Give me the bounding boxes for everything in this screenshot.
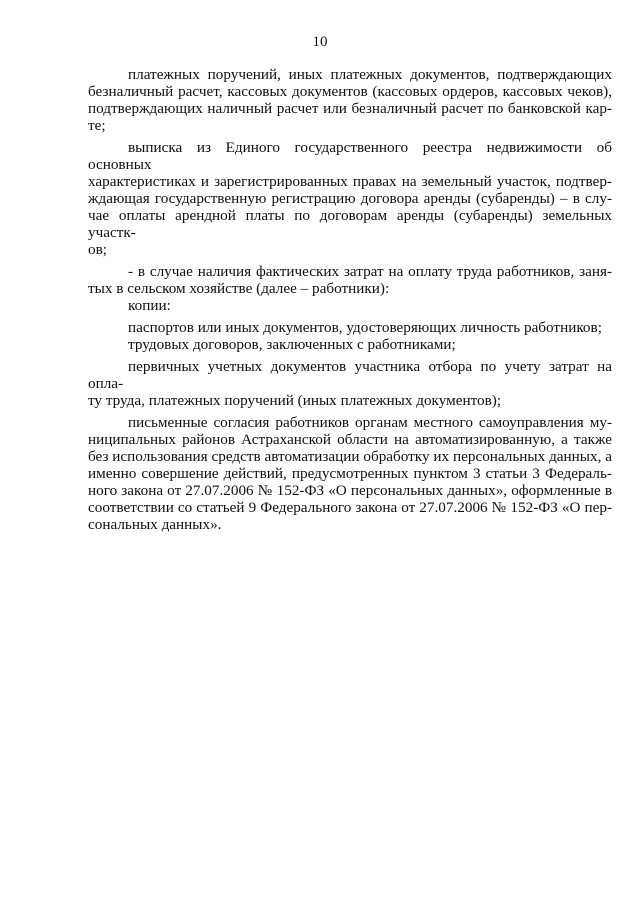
- text-line: ниципальных районов Астраханской области на автоматизированную, а также: [88, 431, 612, 448]
- text-line: паспортов или иных документов, удостоверяющих личность работников;: [128, 319, 602, 336]
- text-line: копии:: [128, 297, 171, 314]
- text-line: ного закона от 27.07.2006 № 152-ФЗ «О персональных данных», оформленные в: [88, 482, 612, 499]
- text-line: безналичный расчет, кассовых документов (кассовых ордеров, кассовых чеков),: [88, 83, 612, 100]
- text-line: ту труда, платежных поручений (иных платежных документов);: [88, 392, 502, 409]
- text-line: платежных поручений, иных платежных документов, подтверждающих: [128, 66, 612, 83]
- text-line: соответствии со статьей 9 Федерального закона от 27.07.2006 № 152-ФЗ «О пер-: [88, 499, 612, 516]
- text-line: трудовых договоров, заключенных с работниками;: [128, 336, 456, 353]
- text-line: без использования средств автоматизации обработку их персональных данных, а: [88, 448, 612, 465]
- text-line: - в случае наличия фактических затрат на оплату труда работников, заня-: [128, 263, 612, 280]
- page-number: 10: [312, 34, 328, 50]
- document-body: [88, 66, 612, 533]
- text-line: тых в сельском хозяйстве (далее – работники):: [88, 280, 390, 297]
- text-line: ждающая государственную регистрацию договора аренды (субаренды) – в слу-: [88, 190, 612, 207]
- text-line: подтверждающих наличный расчет или безналичный расчет по банковской кар-: [88, 100, 612, 117]
- text-line: выписка из Единого государственного реестра недвижимости об основных: [88, 139, 612, 173]
- text-line: характеристиках и зарегистрированных правах на земельный участок, подтвер-: [88, 173, 612, 190]
- text-line: ов;: [88, 241, 107, 258]
- text-line: первичных учетных документов участника отбора по учету затрат на опла-: [88, 358, 612, 392]
- text-line: те;: [88, 117, 106, 134]
- text-line: чае оплаты арендной платы по договорам аренды (субаренды) земельных участк-: [88, 207, 612, 241]
- text-line: письменные согласия работников органам местного самоуправления му-: [128, 414, 612, 431]
- text-line: сональных данных».: [88, 516, 222, 533]
- text-line: именно совершение действий, предусмотренных пунктом 3 статьи 3 Федераль-: [88, 465, 612, 482]
